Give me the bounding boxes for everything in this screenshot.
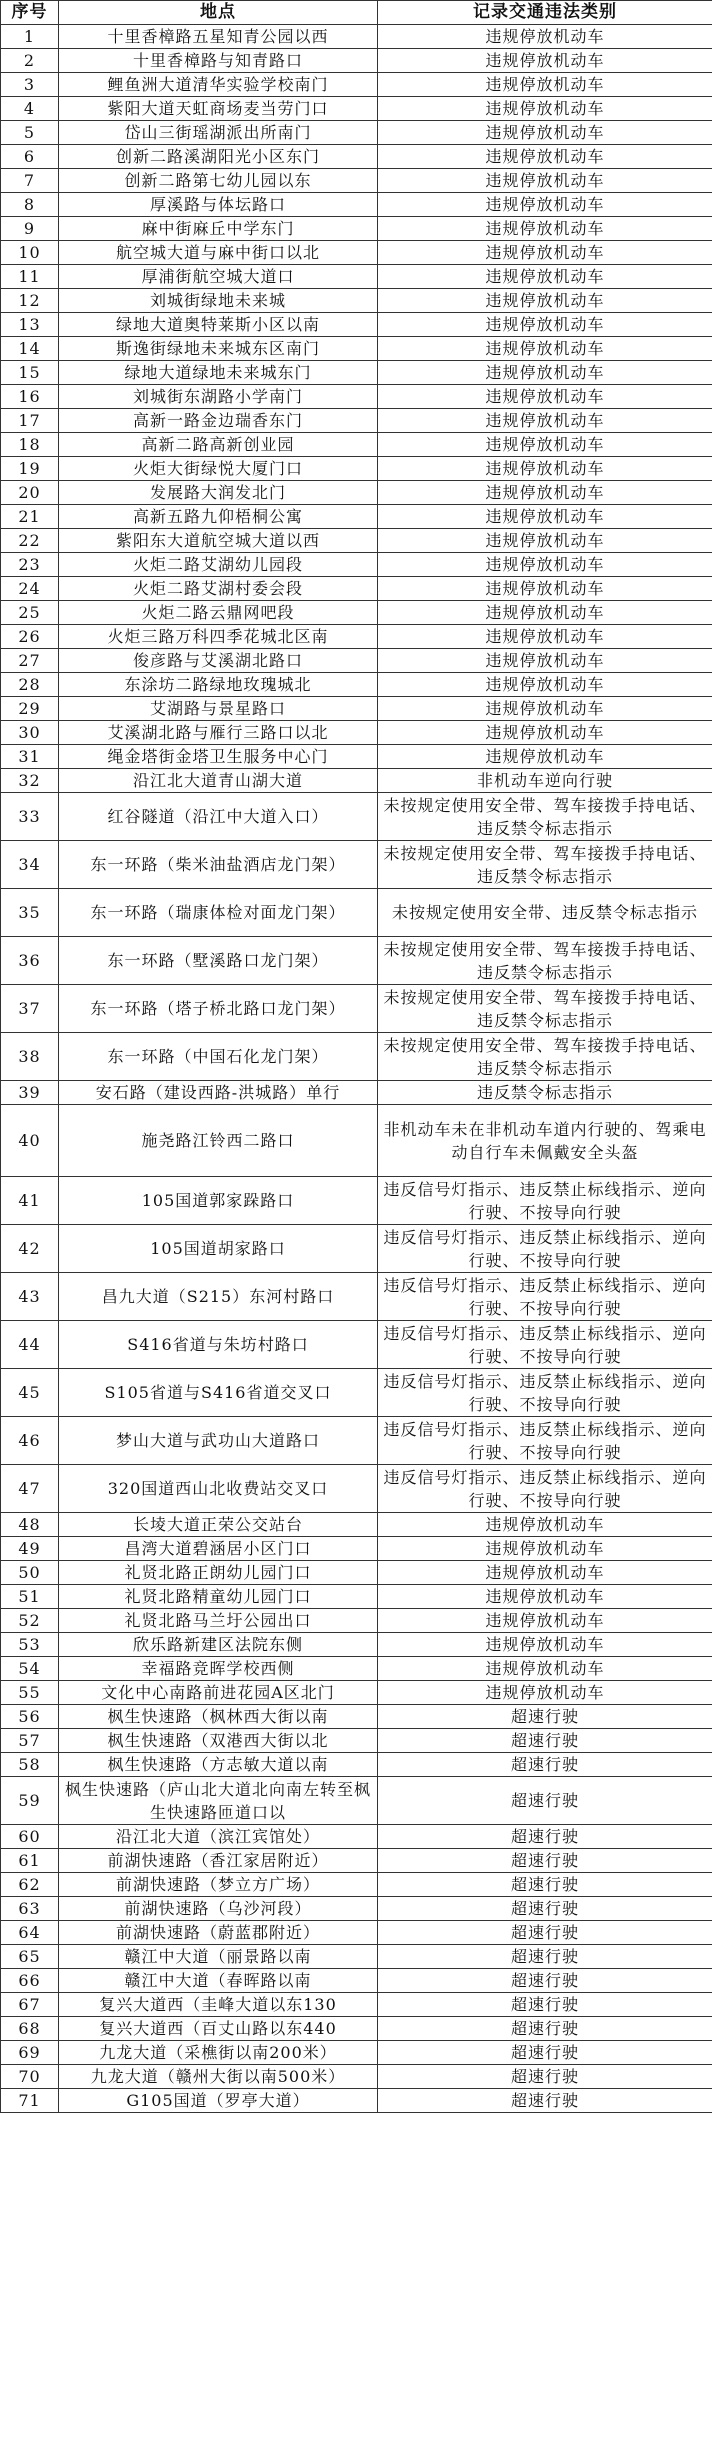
cell-no: 6 (1, 145, 59, 169)
cell-location: 火炬二路艾湖幼儿园段 (59, 553, 378, 577)
cell-location: 红谷隧道（沿江中大道入口） (59, 793, 378, 841)
cell-location: 东一环路（柴米油盐酒店龙门架） (59, 841, 378, 889)
cell-no: 12 (1, 289, 59, 313)
cell-location: 东一环路（中国石化龙门架） (59, 1033, 378, 1081)
cell-location: 火炬二路艾湖村委会段 (59, 577, 378, 601)
cell-no: 52 (1, 1609, 59, 1633)
cell-location: 105国道郭家跺路口 (59, 1177, 378, 1225)
cell-location: 紫阳大道天虹商场麦当劳门口 (59, 97, 378, 121)
cell-no: 48 (1, 1513, 59, 1537)
cell-violation: 违规停放机动车 (378, 241, 712, 265)
cell-location: 东一环路（瑞康体检对面龙门架） (59, 889, 378, 937)
cell-no: 61 (1, 1849, 59, 1873)
table-row (1, 553, 712, 577)
cell-no: 13 (1, 313, 59, 337)
cell-location: 礼贤北路正朗幼儿园门口 (59, 1561, 378, 1585)
table-row (1, 1921, 712, 1945)
cell-location: 九龙大道（赣州大街以南500米） (59, 2065, 378, 2089)
cell-location: 前湖快速路（香江家居附近） (59, 1849, 378, 1873)
cell-violation: 违规停放机动车 (378, 145, 712, 169)
table-row (1, 1033, 712, 1081)
cell-no: 7 (1, 169, 59, 193)
cell-no: 51 (1, 1585, 59, 1609)
cell-location: 火炬三路万科四季花城北区南 (59, 625, 378, 649)
cell-violation: 违规停放机动车 (378, 433, 712, 457)
table-row (1, 1657, 712, 1681)
table-row (1, 313, 712, 337)
cell-violation: 违规停放机动车 (378, 25, 712, 49)
cell-location: 十里香樟路五星知青公园以西 (59, 25, 378, 49)
cell-violation: 违规停放机动车 (378, 553, 712, 577)
cell-no: 1 (1, 25, 59, 49)
cell-location: 礼贤北路精童幼儿园门口 (59, 1585, 378, 1609)
cell-no: 64 (1, 1921, 59, 1945)
cell-location: 文化中心南路前进花园A区北门 (59, 1681, 378, 1705)
table-row (1, 25, 712, 49)
cell-location: 鲤鱼洲大道清华实验学校南门 (59, 73, 378, 97)
cell-violation: 超速行驶 (378, 2089, 712, 2113)
cell-violation: 违规停放机动车 (378, 385, 712, 409)
table-row (1, 937, 712, 985)
table-row (1, 1105, 712, 1177)
cell-no: 42 (1, 1225, 59, 1273)
cell-no: 33 (1, 793, 59, 841)
cell-violation: 违规停放机动车 (378, 505, 712, 529)
cell-violation: 违反信号灯指示、违反禁止标线指示、逆向行驶、不按导向行驶 (378, 1465, 712, 1513)
cell-no: 34 (1, 841, 59, 889)
cell-location: 艾溪湖北路与雁行三路口以北 (59, 721, 378, 745)
cell-no: 10 (1, 241, 59, 265)
table-body (1, 25, 712, 2113)
cell-location: 麻中街麻丘中学东门 (59, 217, 378, 241)
cell-violation: 违规停放机动车 (378, 169, 712, 193)
table-row (1, 1081, 712, 1105)
table-row (1, 1849, 712, 1873)
table-row (1, 481, 712, 505)
cell-location: 绳金塔街金塔卫生服务中心门 (59, 745, 378, 769)
table-header-row (1, 1, 712, 25)
cell-no: 11 (1, 265, 59, 289)
cell-violation: 违规停放机动车 (378, 1609, 712, 1633)
cell-violation: 违反信号灯指示、违反禁止标线指示、逆向行驶、不按导向行驶 (378, 1177, 712, 1225)
cell-violation: 未按规定使用安全带、驾车接拨手持电话、违反禁令标志指示 (378, 985, 712, 1033)
table-row (1, 1177, 712, 1225)
table-row (1, 1993, 712, 2017)
table-row (1, 1945, 712, 1969)
cell-no: 63 (1, 1897, 59, 1921)
table-row (1, 577, 712, 601)
cell-location: 绿地大道奥特莱斯小区以南 (59, 313, 378, 337)
cell-violation: 未按规定使用安全带、驾车接拨手持电话、违反禁令标志指示 (378, 793, 712, 841)
table-row (1, 769, 712, 793)
table-row (1, 721, 712, 745)
cell-no: 18 (1, 433, 59, 457)
cell-violation: 违规停放机动车 (378, 289, 712, 313)
cell-location: 枫生快速路（庐山北大道北向南左转至枫生快速路匝道口以 (59, 1777, 378, 1825)
cell-no: 70 (1, 2065, 59, 2089)
cell-violation: 超速行驶 (378, 1921, 712, 1945)
table-row (1, 625, 712, 649)
table-row (1, 289, 712, 313)
table-row (1, 649, 712, 673)
cell-location: 航空城大道与麻中街口以北 (59, 241, 378, 265)
cell-location: 东一环路（墅溪路口龙门架） (59, 937, 378, 985)
cell-location: 前湖快速路（乌沙河段） (59, 1897, 378, 1921)
cell-location: 斯逸街绿地未来城东区南门 (59, 337, 378, 361)
cell-violation: 超速行驶 (378, 1993, 712, 2017)
header-violation: 记录交通违法类别 (378, 1, 712, 25)
cell-location: 枫生快速路（双港西大街以北 (59, 1729, 378, 1753)
table-row (1, 1585, 712, 1609)
cell-no: 50 (1, 1561, 59, 1585)
cell-violation: 超速行驶 (378, 1729, 712, 1753)
cell-location: 高新二路高新创业园 (59, 433, 378, 457)
cell-location: 高新五路九仰梧桐公寓 (59, 505, 378, 529)
cell-location: 昌九大道（S215）东河村路口 (59, 1273, 378, 1321)
cell-no: 65 (1, 1945, 59, 1969)
cell-location: 创新二路溪湖阳光小区东门 (59, 145, 378, 169)
cell-no: 2 (1, 49, 59, 73)
cell-no: 31 (1, 745, 59, 769)
cell-no: 25 (1, 601, 59, 625)
cell-location: 赣江中大道（丽景路以南 (59, 1945, 378, 1969)
cell-violation: 违反禁令标志指示 (378, 1081, 712, 1105)
table-row (1, 1969, 712, 1993)
cell-violation: 超速行驶 (378, 1849, 712, 1873)
cell-no: 53 (1, 1633, 59, 1657)
table-row (1, 2041, 712, 2065)
cell-no: 67 (1, 1993, 59, 2017)
cell-location: 昌湾大道碧涵居小区门口 (59, 1537, 378, 1561)
cell-no: 57 (1, 1729, 59, 1753)
table-row (1, 1561, 712, 1585)
cell-violation: 超速行驶 (378, 1705, 712, 1729)
cell-location: 发展路大润发北门 (59, 481, 378, 505)
table-row (1, 97, 712, 121)
table-row (1, 361, 712, 385)
table-row (1, 1321, 712, 1369)
cell-violation: 超速行驶 (378, 2017, 712, 2041)
cell-violation: 违规停放机动车 (378, 1681, 712, 1705)
table-row (1, 2089, 712, 2113)
cell-no: 24 (1, 577, 59, 601)
cell-location: 绿地大道绿地未来城东门 (59, 361, 378, 385)
cell-no: 35 (1, 889, 59, 937)
cell-location: 东涂坊二路绿地玫瑰城北 (59, 673, 378, 697)
cell-violation: 违反信号灯指示、违反禁止标线指示、逆向行驶、不按导向行驶 (378, 1225, 712, 1273)
table-row (1, 2065, 712, 2089)
cell-location: S416省道与朱坊村路口 (59, 1321, 378, 1369)
table-row (1, 121, 712, 145)
cell-no: 41 (1, 1177, 59, 1225)
cell-location: 火炬二路云鼎网吧段 (59, 601, 378, 625)
cell-location: 礼贤北路马兰圩公园出口 (59, 1609, 378, 1633)
cell-no: 8 (1, 193, 59, 217)
cell-violation: 违规停放机动车 (378, 721, 712, 745)
cell-location: 沿江北大道（滨江宾馆处） (59, 1825, 378, 1849)
cell-no: 37 (1, 985, 59, 1033)
table-row (1, 1897, 712, 1921)
cell-violation: 超速行驶 (378, 1777, 712, 1825)
cell-location: 复兴大道西（百丈山路以东440 (59, 2017, 378, 2041)
cell-location: 安石路（建设西路-洪城路）单行 (59, 1081, 378, 1105)
cell-location: 九龙大道（采樵街以南200米） (59, 2041, 378, 2065)
cell-violation: 违规停放机动车 (378, 409, 712, 433)
cell-location: 俊彦路与艾溪湖北路口 (59, 649, 378, 673)
table-row (1, 1225, 712, 1273)
cell-violation: 违规停放机动车 (378, 625, 712, 649)
table-row (1, 1729, 712, 1753)
cell-no: 3 (1, 73, 59, 97)
cell-violation: 违规停放机动车 (378, 97, 712, 121)
cell-violation: 违规停放机动车 (378, 577, 712, 601)
table-row (1, 1825, 712, 1849)
cell-location: 刘城街东湖路小学南门 (59, 385, 378, 409)
table-row (1, 49, 712, 73)
cell-no: 40 (1, 1105, 59, 1177)
cell-violation: 违规停放机动车 (378, 193, 712, 217)
cell-violation: 违规停放机动车 (378, 1585, 712, 1609)
cell-violation: 违反信号灯指示、违反禁止标线指示、逆向行驶、不按导向行驶 (378, 1417, 712, 1465)
cell-location: G105国道（罗亭大道） (59, 2089, 378, 2113)
cell-violation: 非机动车逆向行驶 (378, 769, 712, 793)
cell-no: 54 (1, 1657, 59, 1681)
cell-location: 高新一路金边瑞香东门 (59, 409, 378, 433)
cell-no: 4 (1, 97, 59, 121)
cell-location: 厚浦街航空城大道口 (59, 265, 378, 289)
table-row (1, 457, 712, 481)
cell-no: 66 (1, 1969, 59, 1993)
cell-violation: 超速行驶 (378, 1753, 712, 1777)
cell-violation: 违规停放机动车 (378, 649, 712, 673)
cell-violation: 违规停放机动车 (378, 73, 712, 97)
table-row (1, 745, 712, 769)
cell-location: 紫阳东大道航空城大道以西 (59, 529, 378, 553)
table-row (1, 193, 712, 217)
table-row (1, 1681, 712, 1705)
cell-violation: 未按规定使用安全带、驾车接拨手持电话、违反禁令标志指示 (378, 1033, 712, 1081)
cell-no: 5 (1, 121, 59, 145)
table-row (1, 1273, 712, 1321)
cell-no: 46 (1, 1417, 59, 1465)
table-row (1, 409, 712, 433)
cell-location: 施尧路江铃西二路口 (59, 1105, 378, 1177)
cell-no: 15 (1, 361, 59, 385)
cell-violation: 违规停放机动车 (378, 265, 712, 289)
cell-violation: 超速行驶 (378, 1969, 712, 1993)
cell-no: 44 (1, 1321, 59, 1369)
cell-violation: 违规停放机动车 (378, 217, 712, 241)
cell-location: 创新二路第七幼儿园以东 (59, 169, 378, 193)
cell-violation: 违反信号灯指示、违反禁止标线指示、逆向行驶、不按导向行驶 (378, 1273, 712, 1321)
cell-violation: 超速行驶 (378, 2065, 712, 2089)
cell-violation: 超速行驶 (378, 1825, 712, 1849)
cell-violation: 非机动车未在非机动车道内行驶的、驾乘电动自行车未佩戴安全头盔 (378, 1105, 712, 1177)
cell-location: 十里香樟路与知青路口 (59, 49, 378, 73)
table-row (1, 73, 712, 97)
cell-no: 22 (1, 529, 59, 553)
cell-violation: 违规停放机动车 (378, 601, 712, 625)
cell-no: 19 (1, 457, 59, 481)
table-row (1, 673, 712, 697)
table-row (1, 1777, 712, 1825)
cell-location: 艾湖路与景星路口 (59, 697, 378, 721)
cell-no: 20 (1, 481, 59, 505)
table-row (1, 1513, 712, 1537)
cell-no: 68 (1, 2017, 59, 2041)
cell-location: 赣江中大道（春晖路以南 (59, 1969, 378, 1993)
cell-location: 刘城街绿地未来城 (59, 289, 378, 313)
table-row (1, 1369, 712, 1417)
cell-violation: 超速行驶 (378, 2041, 712, 2065)
table-row (1, 337, 712, 361)
table-row (1, 1465, 712, 1513)
cell-violation: 违规停放机动车 (378, 1537, 712, 1561)
cell-no: 60 (1, 1825, 59, 1849)
cell-no: 49 (1, 1537, 59, 1561)
cell-no: 55 (1, 1681, 59, 1705)
table-row (1, 1609, 712, 1633)
cell-violation: 超速行驶 (378, 1945, 712, 1969)
cell-violation: 违规停放机动车 (378, 745, 712, 769)
cell-no: 21 (1, 505, 59, 529)
table-row (1, 697, 712, 721)
cell-no: 58 (1, 1753, 59, 1777)
cell-no: 9 (1, 217, 59, 241)
cell-no: 47 (1, 1465, 59, 1513)
table-row (1, 529, 712, 553)
cell-no: 16 (1, 385, 59, 409)
cell-location: 岱山三街瑶湖派出所南门 (59, 121, 378, 145)
cell-no: 45 (1, 1369, 59, 1417)
cell-no: 36 (1, 937, 59, 985)
cell-no: 69 (1, 2041, 59, 2065)
cell-violation: 违规停放机动车 (378, 1561, 712, 1585)
cell-violation: 未按规定使用安全带、违反禁令标志指示 (378, 889, 712, 937)
cell-violation: 违规停放机动车 (378, 529, 712, 553)
cell-no: 56 (1, 1705, 59, 1729)
cell-violation: 违规停放机动车 (378, 361, 712, 385)
cell-violation: 超速行驶 (378, 1897, 712, 1921)
table-row (1, 169, 712, 193)
cell-violation: 未按规定使用安全带、驾车接拨手持电话、违反禁令标志指示 (378, 841, 712, 889)
cell-no: 30 (1, 721, 59, 745)
cell-location: 前湖快速路（梦立方广场） (59, 1873, 378, 1897)
cell-no: 28 (1, 673, 59, 697)
cell-no: 29 (1, 697, 59, 721)
cell-location: 梦山大道与武功山大道路口 (59, 1417, 378, 1465)
cell-violation: 违反信号灯指示、违反禁止标线指示、逆向行驶、不按导向行驶 (378, 1321, 712, 1369)
table-row (1, 1873, 712, 1897)
cell-location: 火炬大街绿悦大厦门口 (59, 457, 378, 481)
cell-violation: 违规停放机动车 (378, 1633, 712, 1657)
cell-no: 32 (1, 769, 59, 793)
cell-location: 前湖快速路（蔚蓝郡附近） (59, 1921, 378, 1945)
table-row (1, 985, 712, 1033)
cell-violation: 超速行驶 (378, 1873, 712, 1897)
table-row (1, 265, 712, 289)
cell-location: 320国道西山北收费站交叉口 (59, 1465, 378, 1513)
table-row (1, 841, 712, 889)
cell-location: 厚溪路与体坛路口 (59, 193, 378, 217)
table-row (1, 1537, 712, 1561)
cell-location: 沿江北大道青山湖大道 (59, 769, 378, 793)
cell-no: 62 (1, 1873, 59, 1897)
table-row (1, 241, 712, 265)
cell-no: 38 (1, 1033, 59, 1081)
cell-no: 17 (1, 409, 59, 433)
cell-location: 枫生快速路（方志敏大道以南 (59, 1753, 378, 1777)
cell-violation: 违规停放机动车 (378, 49, 712, 73)
cell-violation: 违规停放机动车 (378, 1513, 712, 1537)
table-row (1, 505, 712, 529)
cell-no: 14 (1, 337, 59, 361)
cell-no: 23 (1, 553, 59, 577)
cell-violation: 违规停放机动车 (378, 697, 712, 721)
cell-location: 长堎大道正荣公交站台 (59, 1513, 378, 1537)
cell-violation: 违规停放机动车 (378, 673, 712, 697)
cell-location: S105省道与S416省道交叉口 (59, 1369, 378, 1417)
cell-location: 枫生快速路（枫林西大街以南 (59, 1705, 378, 1729)
cell-location: 欣乐路新建区法院东侧 (59, 1633, 378, 1657)
table-row (1, 1753, 712, 1777)
cell-violation: 违规停放机动车 (378, 337, 712, 361)
table-row (1, 793, 712, 841)
cell-no: 43 (1, 1273, 59, 1321)
cell-violation: 违规停放机动车 (378, 1657, 712, 1681)
cell-location: 复兴大道西（圭峰大道以东130 (59, 1993, 378, 2017)
cell-location: 东一环路（塔子桥北路口龙门架） (59, 985, 378, 1033)
table-row (1, 1633, 712, 1657)
cell-no: 59 (1, 1777, 59, 1825)
cell-violation: 违规停放机动车 (378, 121, 712, 145)
header-location: 地点 (59, 1, 378, 25)
cell-location: 幸福路竞晖学校西侧 (59, 1657, 378, 1681)
cell-no: 26 (1, 625, 59, 649)
cell-violation: 未按规定使用安全带、驾车接拨手持电话、违反禁令标志指示 (378, 937, 712, 985)
table-row (1, 217, 712, 241)
table-row (1, 1417, 712, 1465)
table-row (1, 145, 712, 169)
cell-violation: 违反信号灯指示、违反禁止标线指示、逆向行驶、不按导向行驶 (378, 1369, 712, 1417)
cell-no: 71 (1, 2089, 59, 2113)
cell-no: 39 (1, 1081, 59, 1105)
table-row (1, 601, 712, 625)
cell-location: 105国道胡家路口 (59, 1225, 378, 1273)
cell-violation: 违规停放机动车 (378, 457, 712, 481)
cell-violation: 违规停放机动车 (378, 313, 712, 337)
table-row (1, 1705, 712, 1729)
cell-violation: 违规停放机动车 (378, 481, 712, 505)
table-row (1, 2017, 712, 2041)
table-row (1, 433, 712, 457)
header-no: 序号 (1, 1, 59, 25)
cell-no: 27 (1, 649, 59, 673)
table-row (1, 889, 712, 937)
table-row (1, 385, 712, 409)
